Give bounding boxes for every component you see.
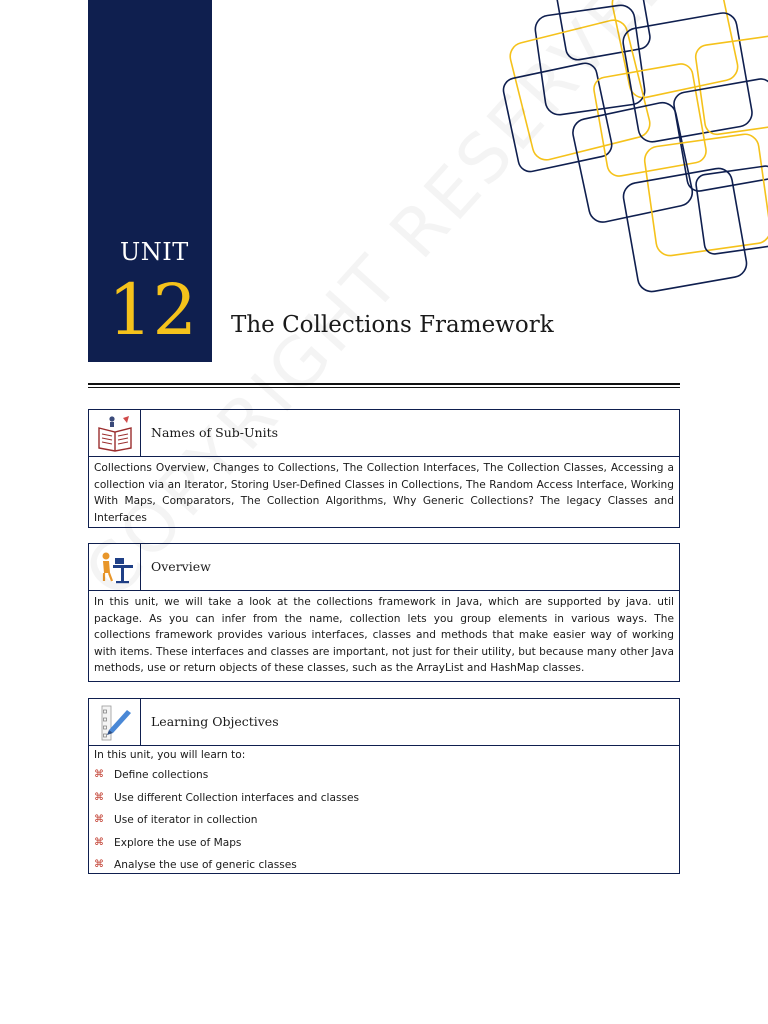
objectives-title: Learning Objectives (151, 714, 279, 729)
objectives-header (89, 699, 679, 746)
objectives-intro: In this unit, you will learn to: (94, 749, 246, 761)
subunits-text: Collections Overview, Changes to Collections, The Collection Interfaces, The Collection Classes, Accessing a collection via an Iterator, Storing User-Defined Classes in Collections, The Random Access Interface, Working With Maps, Comparators, The Collection Algorithms, Why Generic Collections? The legacy Classes and Interfaces (94, 462, 674, 524)
objectives-box (88, 698, 680, 874)
list-item: ⌘ Explore the use of Maps (94, 832, 674, 855)
person-at-desk-icon (89, 544, 141, 590)
book-reading-icon (89, 410, 141, 456)
overview-box (88, 543, 680, 682)
overview-header (89, 544, 679, 591)
list-item: ⌘ Define collections (94, 764, 674, 787)
unit-number: 12 (108, 269, 198, 351)
bullet-icon: ⌘ (94, 814, 104, 825)
bullet-icon: ⌘ (94, 769, 104, 780)
overview-text: In this unit, we will take a look at the collections framework in Java, which are supported by java. util package. As you can infer from the name, collection lets you group elements in various ways. The collections framework provides various interfaces, classes and methods that make easier way of working with items. These interfaces and classes are important, not just for their utility, but because many other Java methods, use or return objects of these classes, such as the ArrayList and HashMap classes. (94, 596, 674, 674)
title-divider-bottom (88, 387, 680, 388)
overview-title: Overview (151, 559, 211, 574)
list-item: ⌘ Use different Collection interfaces and classes (94, 787, 674, 810)
subunits-title: Names of Sub-Units (151, 425, 279, 440)
bullet-icon: ⌘ (94, 836, 104, 848)
list-item: ⌘ Analyse the use of generic classes (94, 854, 674, 877)
subunits-header (89, 410, 679, 457)
bullet-icon: ⌘ (94, 859, 104, 870)
objectives-list (89, 764, 679, 881)
subunits-box (88, 409, 680, 528)
unit-label: UNIT (120, 238, 189, 266)
title-divider-top (88, 383, 680, 385)
list-item: ⌘ Use of iterator in collection (94, 809, 674, 832)
checklist-pen-icon (89, 699, 141, 745)
page-title: The Collections Framework (231, 312, 554, 338)
bullet-icon: ⌘ (94, 791, 104, 803)
